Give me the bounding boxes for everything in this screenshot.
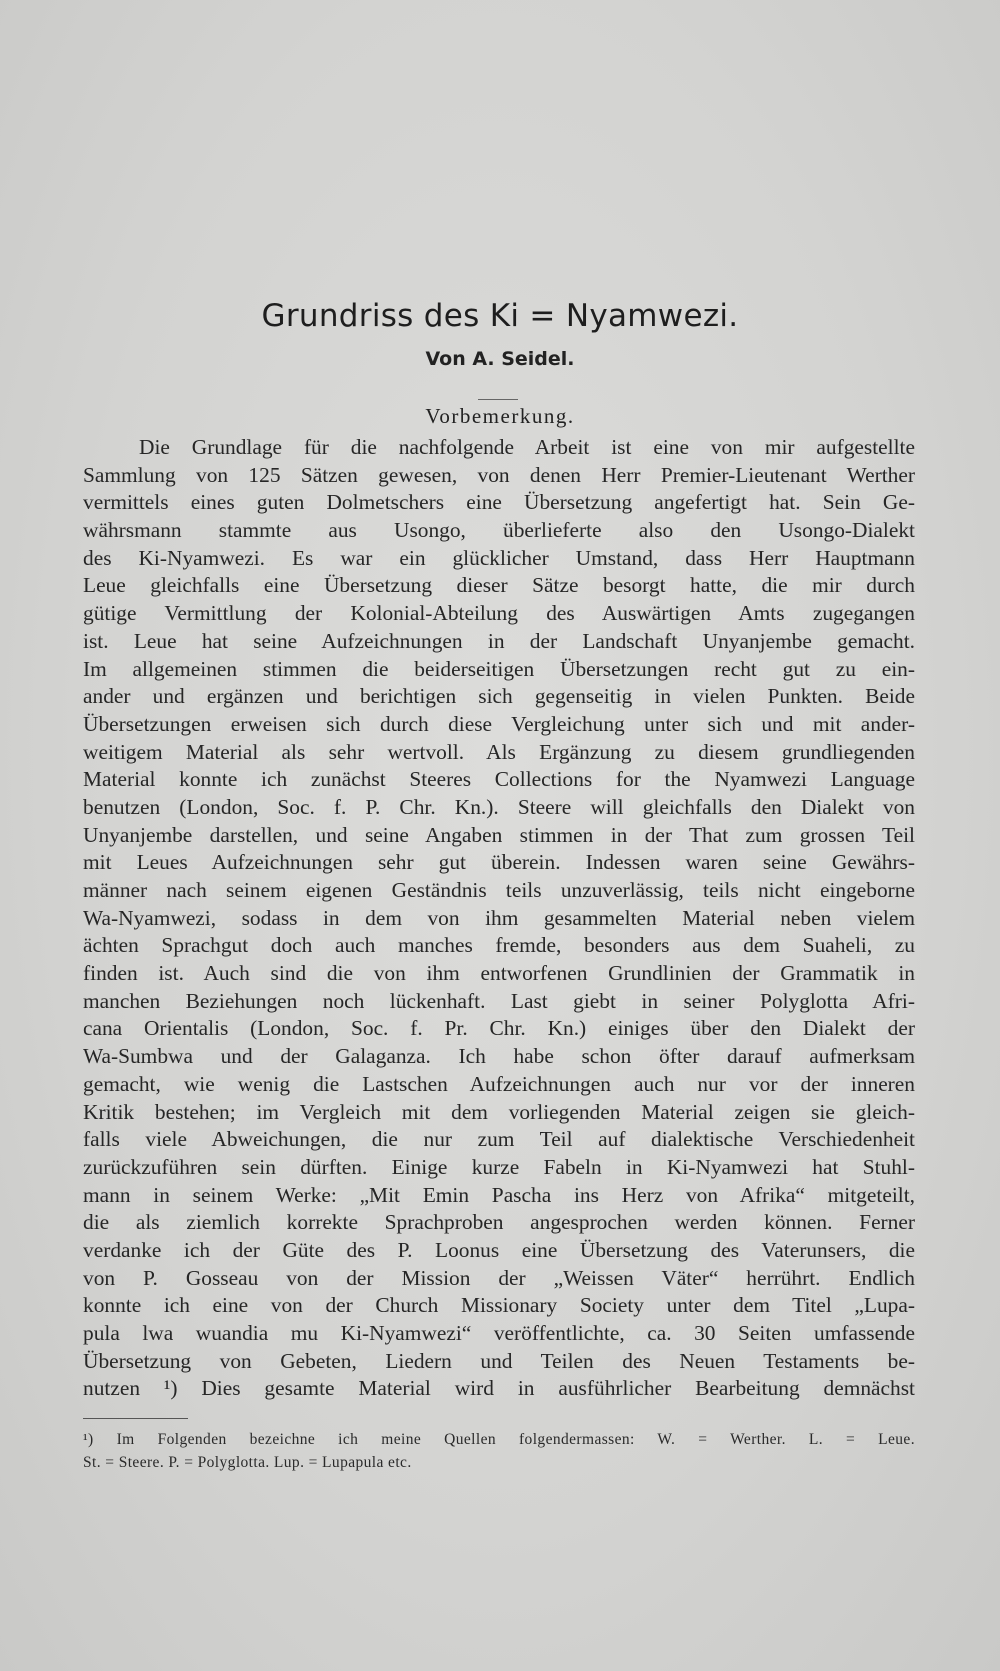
body-line: Kritik bestehen; im Vergleich mit dem vorliegenden Material zeigen sie gleich- bbox=[83, 1099, 915, 1124]
body-line: Leue gleichfalls eine Übersetzung dieser Sätze besorgt hatte, die mir durch bbox=[83, 573, 915, 598]
body-line: Die Grundlage für die nachfolgende Arbeit ist eine von mir aufgestellte bbox=[139, 435, 915, 459]
body-line: benutzen (London, Soc. f. P. Chr. Kn.). Steere will gleichfalls den Dialekt von bbox=[83, 794, 915, 819]
body-line: ächten Sprachgut doch auch manches fremde, besonders aus dem Suaheli, zu bbox=[83, 933, 915, 958]
body-line: mit Leues Aufzeichnungen sehr gut überein. Indessen waren seine Gewährs- bbox=[83, 850, 915, 875]
body-line: pula lwa wuandia mu Ki-Nyamwezi“ veröffentlichte, ca. 30 Seiten umfassende bbox=[83, 1321, 915, 1345]
body-line: Sammlung von 125 Sätzen gewesen, von denen Herr Premier-Lieutenant Werther bbox=[83, 462, 915, 487]
body-line: zurückzuführen sein dürften. Einige kurze Fabeln in Ki-Nyamwezi hat Stuhl- bbox=[83, 1154, 915, 1179]
body-line: falls viele Abweichungen, die nur zum Teil auf dialektische Verschiedenheit bbox=[83, 1127, 915, 1152]
body-line: Übersetzung von Gebeten, Liedern und Teilen des Neuen Testaments be- bbox=[83, 1348, 915, 1373]
title-separator-rule bbox=[478, 399, 518, 400]
body-line: Übersetzungen erweisen sich durch diese Vergleichung unter sich und mit ander- bbox=[83, 711, 915, 736]
footnote-line: ¹) Im Folgenden bezeichne ich meine Quellen folgendermassen: W. = Werther. L. = Leue. bbox=[83, 1431, 915, 1448]
body-line: ist. Leue hat seine Aufzeichnungen in der Landschaft Unyanjembe gemacht. bbox=[83, 628, 915, 653]
body-line: mann in seinem Werke: „Mit Emin Pascha ins Herz von Afrika“ mitgeteilt, bbox=[83, 1182, 915, 1207]
body-line: Wa-Sumbwa und der Galaganza. Ich habe schon öfter darauf aufmerksam bbox=[83, 1044, 915, 1069]
footnote-line: St. = Steere. P. = Polyglotta. Lup. = Lupapula etc. bbox=[83, 1454, 412, 1471]
section-heading: Vorbemerkung. bbox=[425, 404, 575, 428]
body-line: verdanke ich der Güte des P. Loonus eine Übersetzung des Vaterunsers, die bbox=[83, 1237, 915, 1262]
body-line: weitigem Material als sehr wertvoll. Als Ergänzung zu diesem grundliegenden bbox=[83, 739, 915, 764]
body-text bbox=[83, 434, 915, 1403]
body-line: währsmann stammte aus Usongo, überlieferte also den Usongo-Dialekt bbox=[83, 518, 915, 543]
body-line: manchen Beziehungen noch lückenhaft. Last giebt in seiner Polyglotta Afri- bbox=[83, 988, 915, 1013]
body-line: Wa-Nyamwezi, sodass in dem von ihm gesammelten Material neben vielem bbox=[83, 905, 915, 930]
body-line: vermittels eines guten Dolmetschers eine Übersetzung angefertigt hat. Sein Ge- bbox=[83, 490, 915, 515]
body-line: Im allgemeinen stimmen die beiderseitigen Übersetzungen recht gut zu ein- bbox=[83, 656, 915, 681]
body-line: des Ki-Nyamwezi. Es war ein glücklicher Umstand, dass Herr Hauptmann bbox=[83, 545, 915, 570]
body-line: ander und ergänzen und berichtigen sich gegenseitig in vielen Punkten. Beide bbox=[83, 684, 915, 709]
footnote-separator-rule bbox=[83, 1418, 188, 1419]
body-line: konnte ich eine von der Church Missionary Society unter dem Titel „Lupa- bbox=[83, 1293, 915, 1318]
article-author: Von A. Seidel. bbox=[425, 348, 575, 370]
body-line: finden ist. Auch sind die von ihm entworfenen Grundlinien der Grammatik in bbox=[83, 961, 915, 986]
body-line: cana Orientalis (London, Soc. f. Pr. Chr. Kn.) einiges über den Dialekt der bbox=[83, 1016, 915, 1041]
body-line: Unyanjembe darstellen, und seine Angaben stimmen in der That zum grossen Teil bbox=[83, 822, 915, 847]
body-line: von P. Gosseau von der Mission der „Weissen Väter“ herrührt. Endlich bbox=[83, 1265, 915, 1290]
body-line: männer nach seinem eigenen Geständnis teils unzuverlässig, teils nicht eingeborne bbox=[83, 878, 915, 902]
body-line: nutzen ¹) Dies gesamte Material wird in ausführlicher Bearbeitung demnächst bbox=[83, 1376, 915, 1401]
body-line: gemacht, wie wenig die Lastschen Aufzeichnungen auch nur vor der inneren bbox=[83, 1071, 915, 1096]
body-line: die als ziemlich korrekte Sprachproben angesprochen werden können. Ferner bbox=[83, 1210, 915, 1235]
body-line: Material konnte ich zunächst Steeres Collections for the Nyamwezi Language bbox=[83, 767, 915, 792]
body-line: gütige Vermittlung der Kolonial-Abteilung des Auswärtigen Amts zugegangen bbox=[83, 601, 915, 626]
footnotes bbox=[83, 1428, 915, 1474]
article-title: Grundriss des Ki = Nyamwezi. bbox=[261, 298, 739, 334]
